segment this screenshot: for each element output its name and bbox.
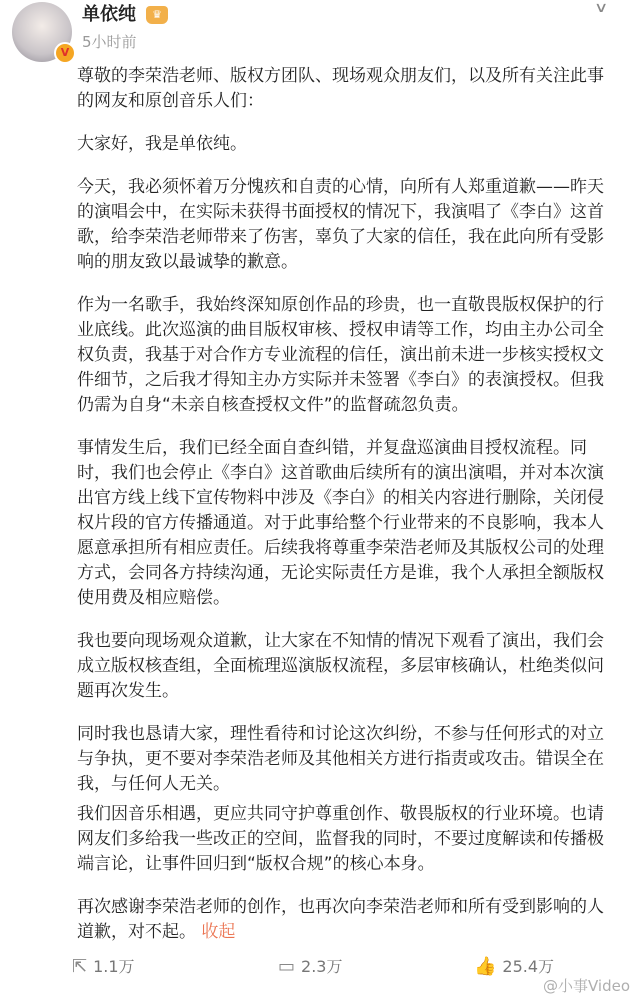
paragraph: 尊敬的李荣浩老师、版权方团队、现场观众朋友们，以及所有关注此事的网友和原创音乐人们： xyxy=(77,66,604,111)
like-count: 25.4万 xyxy=(502,957,555,976)
watermark: @小事Video xyxy=(542,977,630,995)
verified-badge: V xyxy=(54,42,76,64)
comment-icon: ▭ xyxy=(278,956,296,977)
paragraph: 事情发生后，我们已经全面自查纠错，并复盘巡演曲目授权流程。同时，我们也会停止《李白》这首歌曲后续所有的演出演唱，并对本次演出官方线上线下宣传物料中涉及《李白》的相关内容进行删除，关闭侵权片段的官方传播通道。对于此事给整个行业带来的不良影响，我本人愿意承担所有相应责任。后续我将尊重李荣浩老师及其版权公司的处理方式，会同各方持续沟通，无论实际责任方是谁，我个人承担全额版权使用费及相应赔偿。 xyxy=(77,438,604,608)
like-button[interactable] xyxy=(474,958,554,976)
paragraph: 我也要向现场观众道歉，让大家在不知情的情况下观看了演出，我们会成立版权核查组，全面梳理巡演版权流程，多层审核确认，杜绝类似问题再次发生。 xyxy=(77,631,604,701)
paragraph: 同时我也恳请大家，理性看待和讨论这次纠纷，不参与任何形式的对立与争执，更不要对李荣浩老师及其他相关方进行指责或攻击。错误全在我，与任何人无关。 xyxy=(77,724,604,794)
user-name[interactable]: 单依纯 xyxy=(82,4,136,25)
chevron-down-icon[interactable]: ∨ xyxy=(593,0,609,16)
action-bar xyxy=(0,958,638,976)
crown-badge-icon: ♛ xyxy=(146,6,168,24)
paragraph-last xyxy=(77,895,617,945)
paragraph: 大家好，我是单依纯。 xyxy=(77,134,247,154)
comment-button[interactable] xyxy=(278,958,342,976)
repost-button[interactable] xyxy=(72,958,135,976)
comment-count: 2.3万 xyxy=(301,957,343,976)
share-icon: ⇱ xyxy=(72,956,88,977)
paragraph: 今天，我必须怀着万分愧疚和自责的心情，向所有人郑重道歉——昨天的演唱会中，在实际未获得书面授权的情况下，我演唱了《李白》这首歌，给李荣浩老师带来了伤害，辜负了大家的信任，我在此向所有受影响的朋友致以最诚挚的歉意。 xyxy=(77,177,604,272)
post-content xyxy=(77,64,617,963)
post-time: 5小时前 xyxy=(82,33,137,51)
thumbs-up-icon: 👍 xyxy=(474,956,497,977)
paragraph: 作为一名歌手，我始终深知原创作品的珍贵，也一直敬畏版权保护的行业底线。此次巡演的曲目版权审核、授权申请等工作，均由主办公司全权负责，我基于对合作方专业流程的信任，演出前未进一步核实授权文件细节，之后我才得知主办方实际并未签署《李白》的表演授权。但我仍需为自身“未亲自核查授权文件”的监督疏忽负责。 xyxy=(77,295,604,415)
paragraph: 我们因音乐相遇，更应共同守护尊重创作、敬畏版权的行业环境。也请网友们多给我一些改正的空间，监督我的同时，不要过度解读和传播极端言论，让事件回归到“版权合规”的核心本身。 xyxy=(77,804,604,874)
collapse-link[interactable]: 收起 xyxy=(201,922,236,942)
repost-count: 1.1万 xyxy=(93,957,135,976)
paragraph-text: 再次感谢李荣浩老师的创作，也再次向李荣浩老师和所有受到影响的人道歉，对不起。 xyxy=(77,897,604,942)
